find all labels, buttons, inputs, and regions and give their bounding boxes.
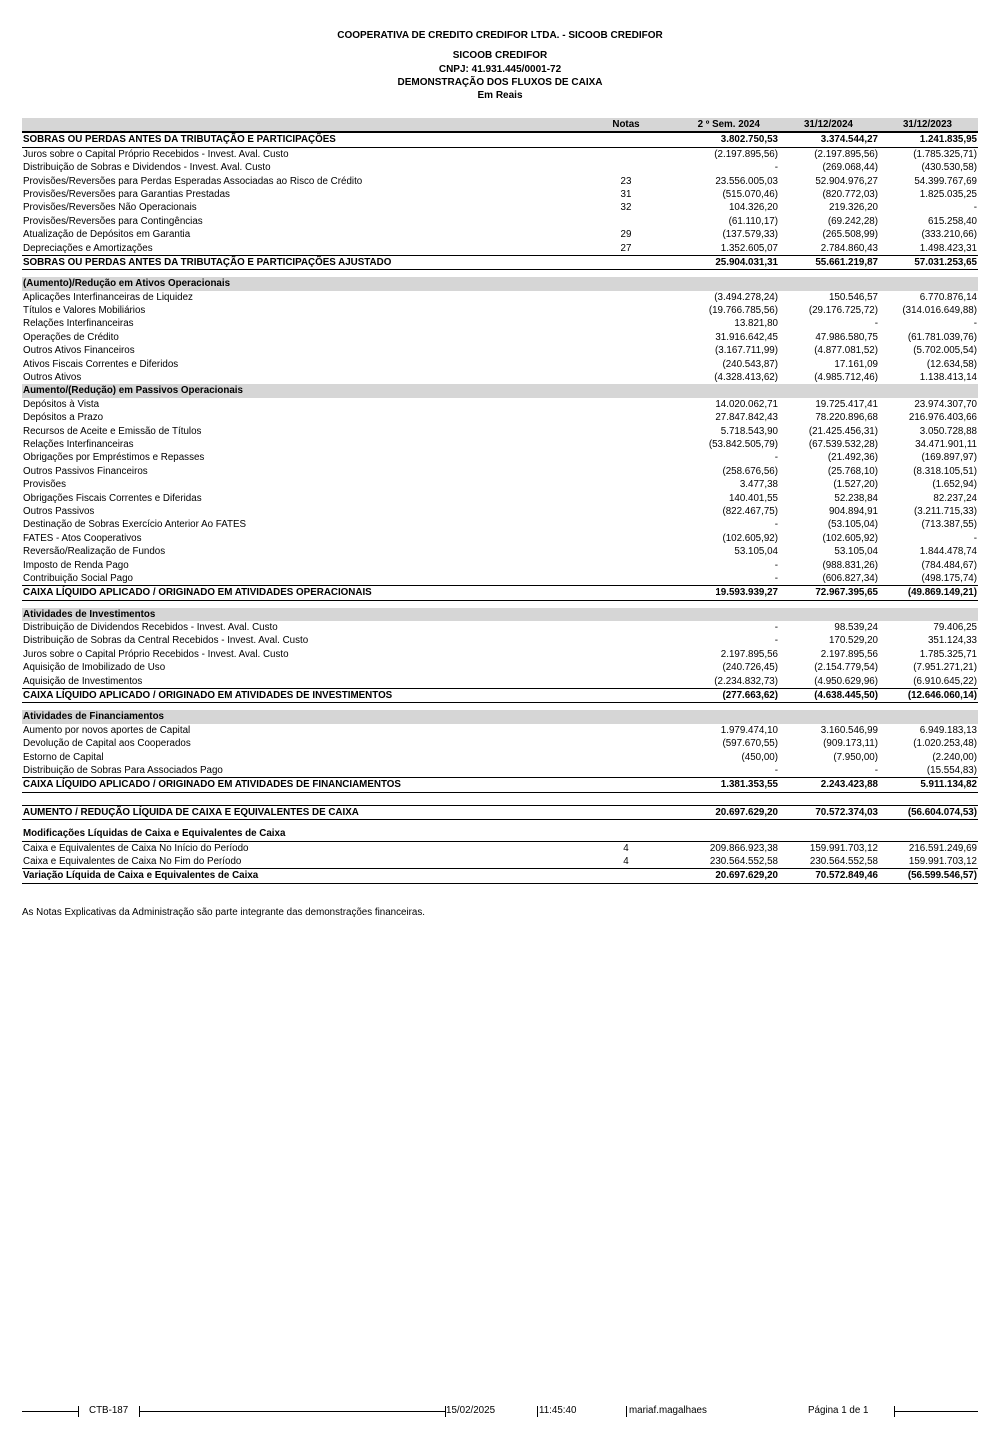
row-label: Provisões: [23, 479, 67, 491]
row-label: Variação Líquida de Caixa e Equivalentes de Caixa: [23, 870, 259, 882]
value-31-12-2023: 216.591.249,69: [908, 842, 977, 854]
value-2sem-2024: 13.821,80: [734, 318, 778, 330]
value-31-12-2024: 53.105,04: [834, 546, 878, 558]
value-31-12-2024: 19.725.417,41: [815, 398, 878, 410]
value-31-12-2023: 79.406,25: [933, 622, 977, 634]
table-row: [22, 451, 978, 464]
row-spacer: [22, 703, 978, 710]
value-31-12-2024: 52.238,84: [834, 492, 878, 504]
total-row: [22, 777, 978, 792]
table-row: [22, 559, 978, 572]
value-2sem-2024: (102.605,92): [722, 532, 778, 544]
row-label: Modificações Líquidas de Caixa e Equivalentes de Caixa: [23, 828, 286, 840]
row-note-ref: 23: [620, 175, 632, 187]
value-31-12-2023: 216.976.403,66: [908, 412, 977, 424]
value-2sem-2024: (3.494.278,24): [714, 291, 778, 303]
value-31-12-2024: 2.243.423,88: [820, 779, 878, 791]
row-spacer: [22, 793, 978, 805]
row-label: Aquisição de Imobilizado de Uso: [23, 662, 166, 674]
table-row: [22, 291, 978, 304]
table-row: [22, 228, 978, 241]
table-row: [22, 621, 978, 634]
value-2sem-2024: 1.979.474,10: [720, 724, 778, 736]
row-label: Ativos Fiscais Correntes e Diferidos: [23, 358, 179, 370]
footer-rule: [139, 1411, 445, 1412]
row-label: Devolução de Capital aos Cooperados: [23, 738, 191, 750]
row-label: Aumento por novos aportes de Capital: [23, 724, 191, 736]
value-2sem-2024: (2.234.832,73): [714, 675, 778, 687]
value-31-12-2024: (7.950,00): [833, 751, 878, 763]
footer-date: 15/02/2025: [446, 1405, 496, 1416]
row-label: Aplicações Interfinanceiras de Liquidez: [23, 291, 193, 303]
table-row: [22, 161, 978, 174]
value-31-12-2024: -: [874, 318, 878, 330]
value-31-12-2023: (713.387,55): [921, 519, 977, 531]
row-label: Juros sobre o Capital Próprio Recebidos - Invest. Aval. Custo: [23, 648, 289, 660]
value-31-12-2023: (5.702.005,54): [913, 345, 977, 357]
footer-time: 11:45:40: [539, 1405, 577, 1416]
value-2sem-2024: (515.070,46): [722, 188, 778, 200]
table-row: [22, 764, 978, 777]
value-2sem-2024: (450,00): [741, 751, 778, 763]
row-label: Depreciações e Amortizações: [23, 242, 153, 254]
value-2sem-2024: 209.866.923,38: [709, 842, 778, 854]
value-31-12-2023: (1.785.325,71): [913, 148, 977, 160]
value-31-12-2024: -: [874, 764, 878, 776]
footer-tick: [78, 1406, 79, 1417]
table-row: [22, 505, 978, 518]
value-2sem-2024: (277.663,62): [722, 690, 778, 702]
col-31-12-2024: 31/12/2024: [803, 119, 853, 130]
value-2sem-2024: 1.352.605,07: [720, 242, 778, 254]
table-row: [22, 148, 978, 161]
row-label: Atividades de Financiamentos: [23, 711, 165, 723]
row-note-ref: 31: [620, 188, 632, 200]
footer-page: Página 1 de 1: [808, 1405, 869, 1416]
row-label: Obrigações Fiscais Correntes e Diferidas: [23, 492, 202, 504]
row-label: Caixa e Equivalentes de Caixa No Fim do Período: [23, 855, 242, 867]
value-31-12-2023: (333.210,66): [921, 229, 977, 241]
statement-title: DEMONSTRAÇÃO DOS FLUXOS DE CAIXA: [397, 77, 603, 88]
col-31-12-2023: 31/12/2023: [902, 119, 952, 130]
total-row: [22, 805, 978, 820]
row-label: Atividades de Investimentos: [23, 608, 156, 620]
value-31-12-2023: (12.634,58): [926, 358, 977, 370]
row-label: Distribuição de Sobras Para Associados Pago: [23, 764, 223, 776]
table-row: [22, 465, 978, 478]
table-row: [22, 344, 978, 357]
value-31-12-2024: (269.068,44): [822, 162, 878, 174]
value-2sem-2024: -: [774, 559, 778, 571]
value-31-12-2023: 23.974.307,70: [914, 398, 977, 410]
value-31-12-2023: (1.652,94): [932, 479, 977, 491]
row-spacer: [22, 820, 978, 827]
value-31-12-2023: 615.258,40: [927, 215, 977, 227]
row-label: CAIXA LÍQUIDO APLICADO / ORIGINADO EM ATIVIDADES OPERACIONAIS: [23, 587, 372, 599]
total-row: [22, 868, 978, 883]
column-header-row: [22, 118, 978, 132]
row-spacer: [22, 270, 978, 277]
value-31-12-2024: (265.508,99): [822, 229, 878, 241]
value-2sem-2024: 23.556.005,03: [715, 175, 778, 187]
value-31-12-2023: (498.175,74): [921, 572, 977, 584]
value-31-12-2023: (430.530,58): [921, 162, 977, 174]
entity-name: SICOOB CREDIFOR: [452, 50, 548, 61]
value-31-12-2024: 3.160.546,99: [820, 724, 878, 736]
value-31-12-2023: (1.020.253,48): [913, 738, 977, 750]
table-row: [22, 532, 978, 545]
cash-flow-table: [22, 118, 978, 884]
value-2sem-2024: 53.105,04: [734, 546, 778, 558]
value-31-12-2023: (169.897,97): [921, 452, 977, 464]
row-label: Atualização de Depósitos em Garantia: [23, 229, 191, 241]
value-2sem-2024: 140.401,55: [728, 492, 778, 504]
value-2sem-2024: -: [774, 572, 778, 584]
value-2sem-2024: (597.670,55): [722, 738, 778, 750]
col-notas: Notas: [612, 119, 640, 130]
value-31-12-2024: 2.784.860,43: [820, 242, 878, 254]
table-body: [22, 132, 978, 883]
table-row: [22, 371, 978, 384]
row-label: Outros Passivos: [23, 505, 95, 517]
row-label: Contribuição Social Pago: [23, 572, 134, 584]
value-2sem-2024: 230.564.552,58: [709, 855, 778, 867]
value-31-12-2023: 6.949.183,13: [919, 724, 977, 736]
value-2sem-2024: 1.381.353,55: [720, 779, 778, 791]
value-2sem-2024: (53.842.505,79): [708, 438, 778, 450]
value-31-12-2024: (606.827,34): [822, 572, 878, 584]
value-31-12-2023: (56.604.074,53): [907, 806, 977, 818]
value-31-12-2023: -: [973, 532, 977, 544]
footer-tick: [537, 1406, 538, 1417]
row-note-ref: 27: [620, 242, 632, 254]
footer-rule: [894, 1411, 978, 1412]
value-31-12-2023: (784.484,67): [921, 559, 977, 571]
table-row: [22, 478, 978, 491]
value-31-12-2024: 55.661.219,87: [815, 256, 878, 268]
section-header-row: [22, 277, 978, 290]
row-label: Provisões/Reversões para Contingências: [23, 215, 203, 227]
value-2sem-2024: 27.847.842,43: [715, 412, 778, 424]
value-31-12-2023: 1.241.835,95: [919, 134, 977, 146]
row-label: Distribuição de Sobras da Central Recebidos - Invest. Aval. Custo: [23, 635, 309, 647]
value-31-12-2023: (7.951.271,21): [913, 662, 977, 674]
value-31-12-2024: (25.768,10): [827, 465, 878, 477]
value-31-12-2024: 52.904.976,27: [815, 175, 878, 187]
footer-report-code: CTB-187: [89, 1405, 129, 1416]
table-row: [22, 358, 978, 371]
table-row: [22, 661, 978, 674]
section-header-row: [22, 710, 978, 723]
total-row: [22, 255, 978, 270]
value-31-12-2024: 230.564.552,58: [809, 855, 878, 867]
value-2sem-2024: (822.467,75): [722, 505, 778, 517]
table-row: [22, 201, 978, 214]
value-31-12-2024: 47.986.580,75: [815, 331, 878, 343]
row-label: Reversão/Realização de Fundos: [23, 546, 166, 558]
table-row: [22, 572, 978, 585]
value-31-12-2023: 351.124,33: [927, 635, 977, 647]
value-2sem-2024: (137.579,33): [722, 229, 778, 241]
value-31-12-2023: (6.910.645,22): [913, 675, 977, 687]
table-row: [22, 398, 978, 411]
table-row: [22, 242, 978, 255]
table-row: [22, 175, 978, 188]
table-row: [22, 331, 978, 344]
value-31-12-2024: 98.539,24: [834, 622, 878, 634]
row-label: Provisões/Reversões para Garantias Prestadas: [23, 188, 230, 200]
value-31-12-2023: 57.031.253,65: [914, 256, 977, 268]
value-31-12-2024: (69.242,28): [827, 215, 878, 227]
table-row: [22, 648, 978, 661]
value-31-12-2023: 1.825.035,25: [919, 188, 977, 200]
value-2sem-2024: 31.916.642,45: [715, 331, 778, 343]
value-31-12-2024: 219.326,20: [828, 202, 878, 214]
total-row: [22, 688, 978, 703]
value-31-12-2024: (988.831,26): [822, 559, 878, 571]
row-note-ref: 4: [623, 842, 629, 854]
value-31-12-2023: 1.138.413,14: [919, 372, 977, 384]
row-label: Imposto de Renda Pago: [23, 559, 129, 571]
value-2sem-2024: 20.697.629,20: [715, 870, 778, 882]
col-2sem-2024: 2 º Sem. 2024: [697, 119, 760, 130]
value-31-12-2023: (61.781.039,76): [907, 331, 977, 343]
row-label: Operações de Crédito: [23, 331, 119, 343]
value-2sem-2024: 14.020.062,71: [715, 398, 778, 410]
value-31-12-2023: 3.050.728,88: [919, 425, 977, 437]
value-31-12-2024: (820.772,03): [822, 188, 878, 200]
section-header-row: [22, 384, 978, 397]
value-31-12-2024: (4.638.445,50): [814, 690, 878, 702]
table-row: [22, 411, 978, 424]
value-31-12-2024: (53.105,04): [827, 519, 878, 531]
value-2sem-2024: -: [774, 519, 778, 531]
value-31-12-2023: (3.211.715,33): [913, 505, 977, 517]
row-label: Títulos e Valores Mobiliários: [23, 305, 146, 317]
table-row: [22, 545, 978, 558]
table-row: [22, 855, 978, 868]
value-31-12-2023: 1.785.325,71: [919, 648, 977, 660]
table-row: [22, 737, 978, 750]
value-2sem-2024: -: [774, 622, 778, 634]
row-label: CAIXA LÍQUIDO APLICADO / ORIGINADO EM ATIVIDADES DE INVESTIMENTOS: [23, 690, 393, 702]
value-31-12-2023: -: [973, 318, 977, 330]
row-note-ref: 4: [623, 855, 629, 867]
row-label: Distribuição de Dividendos Recebidos - Invest. Aval. Custo: [23, 622, 278, 634]
value-31-12-2024: (909.173,11): [823, 738, 878, 750]
value-31-12-2024: (29.176.725,72): [808, 305, 878, 317]
value-31-12-2024: (21.492,36): [827, 452, 878, 464]
value-2sem-2024: (240.726,45): [722, 662, 778, 674]
value-2sem-2024: -: [774, 162, 778, 174]
value-31-12-2024: 78.220.896,68: [815, 412, 878, 424]
row-label: Aumento/(Redução) em Passivos Operacionais: [23, 385, 243, 397]
row-label: Provisões/Reversões para Perdas Esperadas Associadas ao Risco de Crédito: [23, 175, 363, 187]
value-2sem-2024: 2.197.895,56: [720, 648, 778, 660]
value-2sem-2024: (240.543,87): [722, 358, 778, 370]
footnote: As Notas Explicativas da Administração são parte integrante das demonstrações financeiras.: [22, 907, 425, 918]
table-row: [22, 317, 978, 330]
value-31-12-2024: 70.572.374,03: [815, 806, 878, 818]
value-2sem-2024: (258.676,56): [722, 465, 778, 477]
value-31-12-2024: 2.197.895,56: [820, 648, 878, 660]
value-2sem-2024: 19.593.939,27: [715, 587, 778, 599]
value-31-12-2023: 54.399.767,69: [914, 175, 977, 187]
row-label: Relações Interfinanceiras: [23, 318, 134, 330]
table-row: [22, 675, 978, 688]
footer-user: mariaf.magalhaes: [629, 1405, 707, 1416]
value-31-12-2024: 159.991.703,12: [809, 842, 878, 854]
value-2sem-2024: (2.197.895,56): [714, 148, 778, 160]
value-31-12-2024: (1.527,20): [833, 479, 878, 491]
value-31-12-2023: 5.911.134,82: [920, 779, 977, 791]
value-31-12-2024: 904.894,91: [828, 505, 878, 517]
value-31-12-2023: 34.471.901,11: [915, 438, 977, 450]
row-note-ref: 32: [620, 202, 632, 214]
row-label: Outros Ativos: [23, 372, 82, 384]
table-row: [22, 518, 978, 531]
row-label: Estorno de Capital: [23, 751, 104, 763]
row-label: Caixa e Equivalentes de Caixa No Início do Período: [23, 842, 249, 854]
value-31-12-2024: 17.161,09: [834, 358, 878, 370]
row-label: CAIXA LÍQUIDO APLICADO / ORIGINADO EM ATIVIDADES DE FINANCIAMENTOS: [23, 779, 401, 791]
value-31-12-2024: 70.572.849,46: [815, 870, 878, 882]
value-2sem-2024: 3.802.750,53: [720, 134, 778, 146]
value-2sem-2024: -: [774, 452, 778, 464]
table-row: [22, 304, 978, 317]
value-31-12-2024: 170.529,20: [828, 635, 878, 647]
page-footer: [0, 1404, 1000, 1420]
value-31-12-2023: (12.646.060,14): [907, 690, 977, 702]
value-31-12-2024: (2.154.779,54): [814, 662, 878, 674]
value-31-12-2023: (314.016.649,88): [902, 305, 977, 317]
value-31-12-2023: 1.844.478,74: [919, 546, 977, 558]
value-31-12-2024: (4.950.629,96): [814, 675, 878, 687]
value-31-12-2023: (49.869.149,21): [907, 587, 977, 599]
table-row: [22, 751, 978, 764]
value-31-12-2024: (4.877.081,52): [814, 345, 878, 357]
row-note-ref: 29: [620, 229, 632, 241]
value-2sem-2024: (19.766.785,56): [708, 305, 778, 317]
value-31-12-2023: 1.498.423,31: [919, 242, 977, 254]
row-label: SOBRAS OU PERDAS ANTES DA TRIBUTAÇÃO E PARTICIPAÇÕES AJUSTADO: [23, 256, 392, 268]
value-31-12-2023: 159.991.703,12: [908, 855, 977, 867]
row-label: FATES - Atos Cooperativos: [23, 532, 142, 544]
row-label: SOBRAS OU PERDAS ANTES DA TRIBUTAÇÃO E PARTICIPAÇÕES: [23, 134, 336, 146]
value-2sem-2024: (61.110,17): [728, 215, 778, 227]
row-spacer: [22, 601, 978, 608]
row-label: Distribuição de Sobras e Dividendos - Invest. Aval. Custo: [23, 162, 271, 174]
table-row: [22, 492, 978, 505]
value-31-12-2024: (4.985.712,46): [814, 372, 878, 384]
value-31-12-2023: 6.770.876,14: [919, 291, 977, 303]
table-row: [22, 438, 978, 451]
currency-unit: Em Reais: [477, 90, 523, 101]
value-31-12-2024: 150.546,57: [828, 291, 878, 303]
row-label: Aquisição de Investimentos: [23, 675, 143, 687]
total-row: [22, 585, 978, 600]
section-header-row: [22, 827, 978, 841]
table-row: [22, 188, 978, 201]
row-label: Juros sobre o Capital Próprio Recebidos - Invest. Aval. Custo: [23, 148, 289, 160]
footer-rule: [22, 1411, 78, 1412]
value-2sem-2024: 3.477,38: [739, 479, 778, 491]
table-row: [22, 425, 978, 438]
value-31-12-2023: (56.599.546,57): [907, 870, 977, 882]
value-2sem-2024: 5.718.543,90: [720, 425, 778, 437]
value-31-12-2024: 72.967.395,65: [815, 587, 878, 599]
row-label: Obrigações por Empréstimos e Repasses: [23, 452, 205, 464]
row-label: Provisões/Reversões Não Operacionais: [23, 202, 197, 214]
value-31-12-2023: (2.240,00): [932, 751, 977, 763]
value-2sem-2024: -: [774, 635, 778, 647]
value-31-12-2023: (15.554,83): [926, 764, 977, 776]
table-row: [22, 724, 978, 737]
value-2sem-2024: -: [774, 764, 778, 776]
table-row: [22, 842, 978, 855]
section-header-row: [22, 608, 978, 621]
value-2sem-2024: 25.904.031,31: [715, 256, 778, 268]
row-label: (Aumento)/Redução em Ativos Operacionais: [23, 278, 231, 290]
value-2sem-2024: (3.167.711,99): [714, 345, 778, 357]
value-31-12-2024: (21.425.456,31): [808, 425, 878, 437]
row-label: AUMENTO / REDUÇÃO LÍQUIDA DE CAIXA E EQUIVALENTES DE CAIXA: [23, 806, 359, 818]
table-row: [22, 634, 978, 647]
cnpj: CNPJ: 41.931.445/0001-72: [438, 64, 562, 75]
value-2sem-2024: 20.697.629,20: [715, 806, 778, 818]
row-label: Recursos de Aceite e Emissão de Títulos: [23, 425, 202, 437]
row-label: Depósitos à Vista: [23, 398, 100, 410]
value-31-12-2023: 82.237,24: [933, 492, 977, 504]
value-31-12-2023: -: [973, 202, 977, 214]
value-31-12-2024: (67.539.532,28): [808, 438, 878, 450]
value-31-12-2023: (8.318.105,51): [913, 465, 977, 477]
row-label: Depósitos a Prazo: [23, 412, 104, 424]
row-label: Outros Passivos Financeiros: [23, 465, 148, 477]
footer-tick: [626, 1406, 627, 1417]
total-row: [22, 132, 978, 147]
row-label: Destinação de Sobras Exercício Anterior Ao FATES: [23, 519, 247, 531]
value-2sem-2024: (4.328.413,62): [714, 372, 778, 384]
company-name: COOPERATIVA DE CREDITO CREDIFOR LTDA. - SICOOB CREDIFOR: [337, 30, 663, 41]
value-31-12-2024: (102.605,92): [822, 532, 878, 544]
value-31-12-2024: (2.197.895,56): [814, 148, 878, 160]
row-label: Relações Interfinanceiras: [23, 438, 134, 450]
table-row: [22, 215, 978, 228]
value-2sem-2024: 104.326,20: [728, 202, 778, 214]
value-31-12-2024: 3.374.544,27: [820, 134, 878, 146]
row-label: Outros Ativos Financeiros: [23, 345, 135, 357]
